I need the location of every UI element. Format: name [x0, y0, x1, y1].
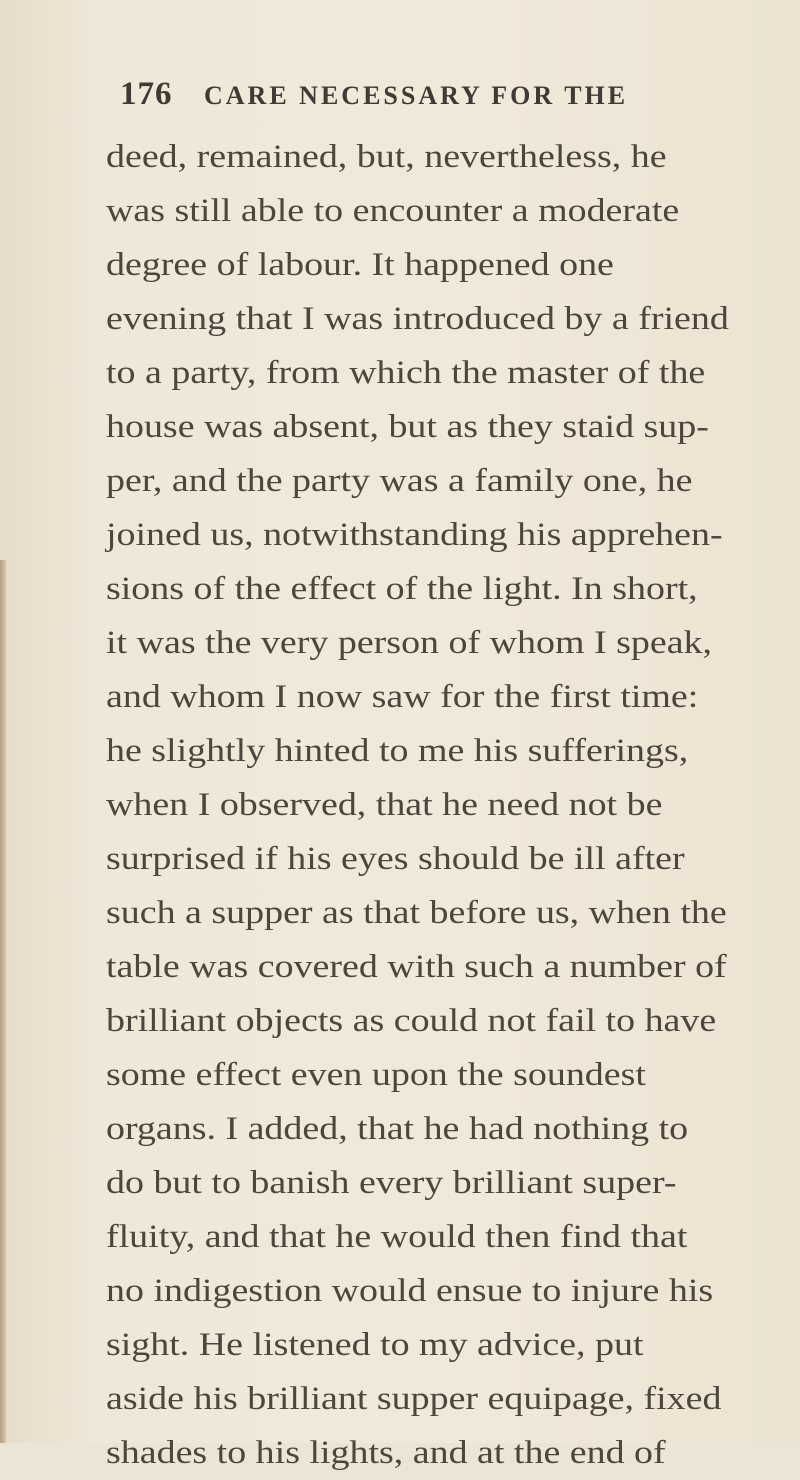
text-line: some effect even upon the soundest: [106, 1057, 646, 1093]
text-line: no indigestion would ensue to injure his: [106, 1273, 714, 1309]
page-edge-shadow: [0, 560, 6, 1443]
text-line: it was the very person of whom I speak,: [106, 625, 712, 661]
text-line: aside his brilliant supper equipage, fixed: [106, 1381, 722, 1417]
text-line: he slightly hinted to me his sufferings,: [106, 733, 689, 769]
page-header: [120, 76, 640, 116]
text-line: evening that I was introduced by a friend: [106, 301, 729, 337]
text-line: was still able to encounter a moderate: [106, 193, 680, 229]
text-line: to a party, from which the master of the: [106, 355, 706, 391]
text-line: do but to banish every brilliant super-: [106, 1165, 677, 1201]
text-line: house was absent, but as they staid sup-: [106, 409, 709, 445]
page-number: 176: [120, 76, 173, 112]
body-text: [106, 130, 729, 1480]
text-line: fluity, and that he would then find that: [106, 1219, 688, 1255]
text-line: table was covered with such a number of: [106, 949, 727, 985]
text-line: surprised if his eyes should be ill after: [106, 841, 685, 877]
text-line: joined us, notwithstanding his apprehen-: [106, 517, 723, 553]
text-line: and whom I now saw for the first time:: [106, 679, 699, 715]
text-line: shades to his lights, and at the end of: [106, 1435, 666, 1471]
text-line: per, and the party was a family one, he: [106, 463, 693, 499]
running-head: CARE NECESSARY FOR THE: [204, 81, 629, 110]
text-line: deed, remained, but, nevertheless, he: [106, 139, 667, 175]
text-line: such a supper as that before us, when the: [106, 895, 727, 931]
text-line: degree of labour. It happened one: [106, 247, 614, 283]
text-line: sight. He listened to my advice, put: [106, 1327, 644, 1363]
text-line: brilliant objects as could not fail to have: [106, 1003, 717, 1039]
text-line: when I observed, that he need not be: [106, 787, 663, 823]
text-line: organs. I added, that he had nothing to: [106, 1111, 689, 1147]
text-line: sions of the effect of the light. In short,: [106, 571, 698, 607]
